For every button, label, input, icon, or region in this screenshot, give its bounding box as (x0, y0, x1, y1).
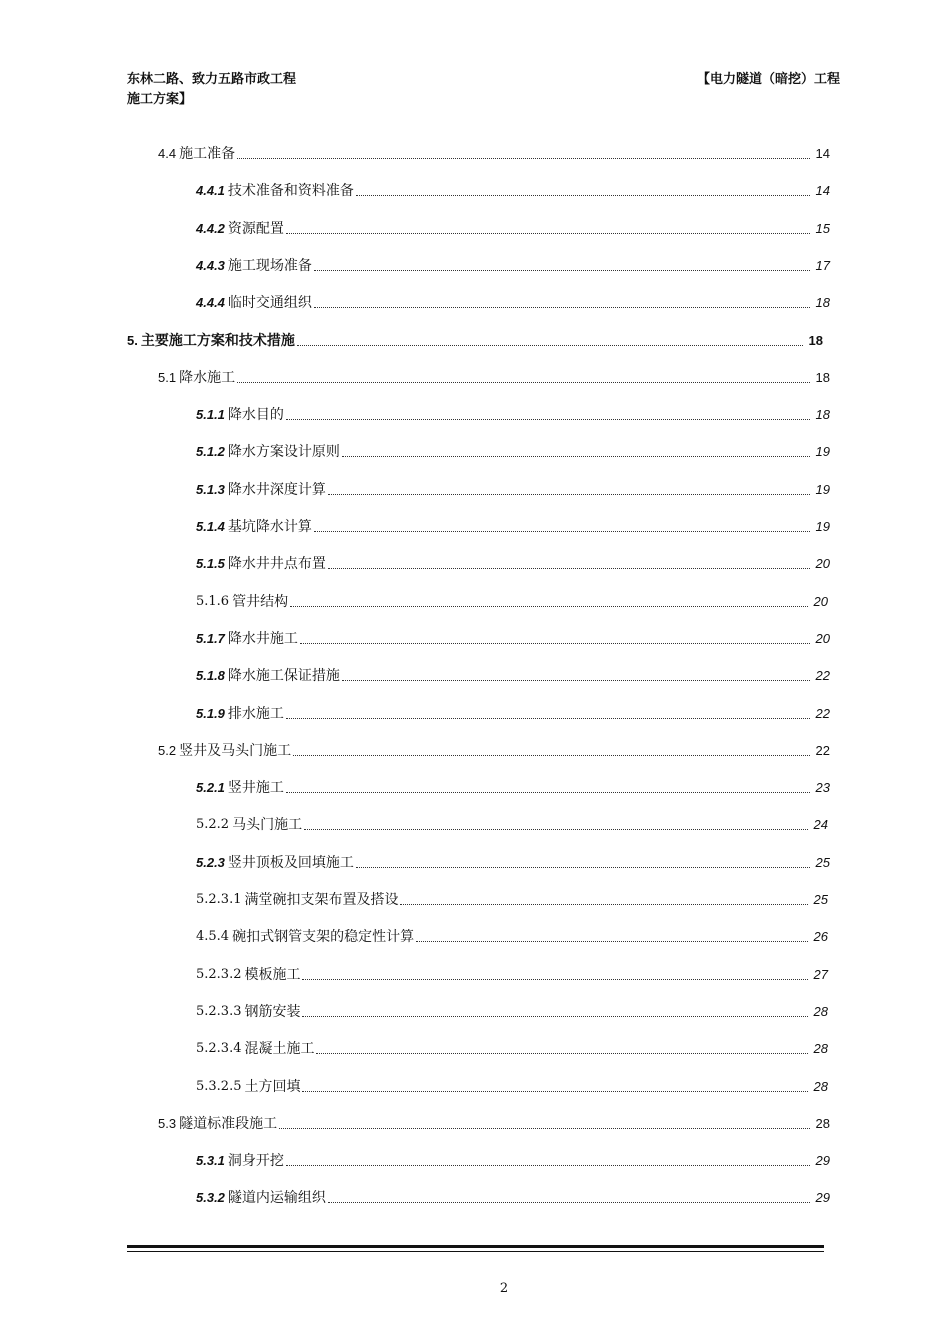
toc-entry-number: 4.4 (158, 146, 177, 161)
toc-entry-page: 18 (815, 295, 830, 311)
toc-entry-title: 满堂碗扣支架布置及搭设 (244, 892, 399, 908)
toc-entry-page: 20 (813, 593, 828, 609)
toc-entry-number: 5.1.5 (196, 556, 225, 572)
toc-entry[interactable] (196, 179, 830, 201)
toc-entry-title: 临时交通组织 (227, 295, 312, 312)
toc-leader-dots (290, 605, 808, 607)
toc-leader-dots (328, 567, 810, 569)
toc-entry-number: 5.2 (158, 742, 177, 758)
header-left-line1: 东林二路、致力五路市政工程 (127, 72, 297, 87)
toc-entry-page: 22 (815, 668, 830, 684)
toc-entry[interactable] (196, 291, 830, 313)
toc-entry-number: 5.1.8 (196, 668, 225, 684)
toc-entry-page: 20 (815, 630, 830, 646)
toc-entry-title: 排水施工 (227, 705, 284, 722)
toc-entry[interactable] (158, 366, 830, 388)
toc-entry-page: 28 (813, 1078, 828, 1094)
toc-entry-page: 28 (815, 1115, 830, 1131)
toc-leader-dots (400, 903, 808, 905)
toc-entry[interactable] (196, 627, 830, 649)
toc-entry-title: 降水井施工 (227, 630, 298, 647)
toc-entry-number: 5.1.7 (196, 630, 225, 646)
toc-entry-title: 资源配置 (227, 220, 284, 237)
toc-leader-dots (314, 269, 810, 271)
toc-leader-dots (342, 679, 810, 681)
toc-entry[interactable] (196, 254, 830, 276)
toc-entry[interactable] (196, 888, 828, 910)
toc-entry[interactable] (196, 813, 828, 835)
toc-entry-number: 4.4.4 (196, 295, 225, 311)
toc-entry-page: 22 (815, 742, 830, 758)
toc-entry-number: 5.2.2 (196, 817, 230, 833)
toc-entry-page: 22 (815, 705, 830, 721)
toc-entry-page: 14 (815, 146, 830, 161)
toc-entry-page: 28 (813, 1041, 828, 1057)
toc-entry[interactable] (196, 1149, 830, 1171)
toc-entry-page: 14 (815, 183, 830, 199)
toc-leader-dots (328, 493, 810, 495)
toc-entry-number: 5.1.6 (196, 593, 230, 609)
toc-entry-title: 钢筋安装 (244, 1003, 301, 1020)
toc-entry-number: 5.1 (158, 369, 177, 385)
toc-entry[interactable] (158, 142, 830, 164)
header-left-line2: 施工方案】 (127, 92, 193, 107)
toc-entry-title: 碗扣式钢管支架的稳定性计算 (232, 929, 415, 946)
footer-rule (127, 1245, 824, 1252)
toc-entry-number: 5.2.1 (196, 780, 225, 796)
toc-entry-page: 29 (815, 1190, 830, 1206)
toc-entry-page: 18 (815, 407, 830, 423)
toc-entry[interactable] (158, 739, 830, 761)
toc-entry-number: 5.3.1 (196, 1153, 225, 1169)
toc-entry-page: 18 (815, 369, 830, 385)
toc-entry[interactable] (196, 1075, 828, 1097)
toc-entry-title: 土方回填 (244, 1078, 301, 1095)
toc-leader-dots (237, 157, 810, 159)
toc-entry-number: 5.2.3.3 (196, 1003, 242, 1019)
toc-leader-dots (237, 381, 810, 383)
toc-entry-title: 降水井深度计算 (227, 481, 326, 498)
toc-entry-title: 基坑降水计算 (227, 519, 312, 535)
toc-leader-dots (302, 1090, 808, 1092)
toc-entry[interactable] (196, 440, 830, 462)
toc-entry-title: 竖井及马头门施工 (179, 742, 292, 759)
toc-leader-dots (316, 1052, 808, 1054)
toc-entry[interactable] (196, 552, 830, 574)
toc-entry-title: 技术准备和资料准备 (227, 183, 354, 200)
toc-entry[interactable] (196, 1000, 828, 1022)
page-number: 2 (499, 1281, 509, 1296)
toc-entry-title: 降水井井点布置 (227, 556, 326, 573)
toc-entry-title: 施工现场准备 (227, 257, 312, 274)
toc-leader-dots (293, 754, 810, 756)
toc-leader-dots (286, 791, 810, 793)
toc-entry[interactable] (196, 664, 830, 686)
toc-entry-title: 隧道内运输组织 (227, 1190, 326, 1207)
toc-entry[interactable] (196, 590, 828, 612)
toc-entry-page: 17 (815, 257, 830, 273)
toc-leader-dots (314, 306, 810, 308)
toc-entry-title: 模板施工 (244, 966, 301, 983)
toc-entry[interactable] (196, 702, 830, 724)
toc-entry-page: 26 (813, 929, 828, 945)
toc-entry-title: 降水目的 (227, 407, 284, 424)
toc-entry-page: 24 (813, 817, 828, 833)
toc-entry-title: 竖井顶板及回填施工 (227, 854, 354, 871)
toc-leader-dots (286, 1164, 810, 1166)
toc-entry-title: 洞身开挖 (227, 1153, 284, 1170)
toc-entry-number: 5.2.3.2 (196, 966, 242, 982)
toc-entry[interactable] (196, 1186, 830, 1208)
toc-entry-number: 4.4.1 (196, 183, 225, 199)
toc-entry-title: 管井结构 (232, 593, 289, 610)
toc-entry-title: 降水施工 (179, 369, 236, 386)
toc-entry-number: 4.5.4 (196, 929, 230, 945)
toc-leader-dots (286, 232, 810, 234)
toc-entry[interactable] (158, 1112, 830, 1134)
toc-leader-dots (356, 194, 810, 196)
toc-entry-number: 5.1.2 (196, 444, 225, 460)
toc-entry-number: 5.3.2.5 (196, 1078, 242, 1094)
toc-leader-dots (302, 978, 808, 980)
toc-leader-dots (286, 418, 810, 420)
toc-entry-number: 5.3.2 (196, 1190, 225, 1206)
toc-entry-number: 5.2.3.1 (196, 892, 242, 907)
toc-entry-page: 27 (813, 966, 828, 982)
toc-leader-dots (304, 828, 808, 830)
toc-entry[interactable] (196, 403, 830, 425)
toc-entry-title: 混凝土施工 (244, 1041, 315, 1058)
toc-entry-page: 28 (813, 1003, 828, 1019)
toc-entry-page: 25 (813, 892, 828, 907)
toc-entry-page: 19 (815, 481, 830, 497)
toc-entry-page: 25 (815, 854, 830, 870)
toc-entry-page: 23 (815, 780, 830, 796)
toc-leader-dots (286, 717, 810, 719)
toc-leader-dots (314, 530, 810, 532)
toc-entry[interactable] (196, 925, 828, 947)
toc-entry-number: 4.4.2 (196, 220, 225, 236)
toc-entry-number: 5.2.3.4 (196, 1041, 242, 1057)
toc-leader-dots (356, 866, 810, 868)
toc-entry[interactable] (196, 1037, 828, 1059)
toc-leader-dots (302, 1015, 808, 1017)
toc-leader-dots (416, 940, 808, 942)
toc-entry-title: 降水方案设计原则 (227, 444, 340, 461)
toc-entry-page: 20 (815, 556, 830, 572)
toc-entry-number: 5.1.4 (196, 519, 225, 534)
toc-entry-title: 主要施工方案和技术措施 (140, 332, 295, 349)
toc-entry-page: 19 (815, 444, 830, 460)
toc-entry-number: 4.4.3 (196, 257, 225, 273)
toc-entry[interactable] (196, 478, 830, 500)
toc-entry-title: 马头门施工 (232, 817, 303, 834)
toc-entry[interactable] (196, 776, 830, 798)
header-right: 【电力隧道（暗挖）工程 (696, 72, 840, 87)
toc-leader-dots (297, 344, 803, 346)
toc-entry-number: 5.2.3 (196, 854, 225, 870)
toc-entry-page: 15 (815, 220, 830, 236)
toc-entry-number: 5.1.1 (196, 407, 225, 423)
toc-entry-title: 竖井施工 (227, 780, 284, 797)
toc-leader-dots (279, 1127, 810, 1129)
toc-leader-dots (342, 455, 810, 457)
toc-entry-number: 5.1.9 (196, 705, 225, 721)
toc-entry-page: 19 (815, 519, 830, 534)
toc-entry[interactable] (196, 963, 828, 985)
header-left (127, 70, 347, 110)
toc-entry-title: 施工准备 (179, 146, 236, 162)
toc-entry[interactable] (196, 217, 830, 239)
toc-entry[interactable] (196, 851, 830, 873)
toc-entry-title: 隧道标准段施工 (179, 1115, 278, 1132)
toc-entry[interactable] (127, 329, 823, 351)
toc-entry-title: 降水施工保证措施 (227, 668, 340, 685)
toc-entry-page: 29 (815, 1153, 830, 1169)
toc-leader-dots (300, 642, 810, 644)
toc-entry-number: 5. (127, 332, 138, 348)
toc-entry[interactable] (196, 515, 830, 537)
toc-leader-dots (328, 1201, 810, 1203)
toc-entry-number: 5.3 (158, 1115, 177, 1131)
toc-entry-number: 5.1.3 (196, 481, 225, 497)
toc-entry-page: 18 (808, 332, 823, 348)
